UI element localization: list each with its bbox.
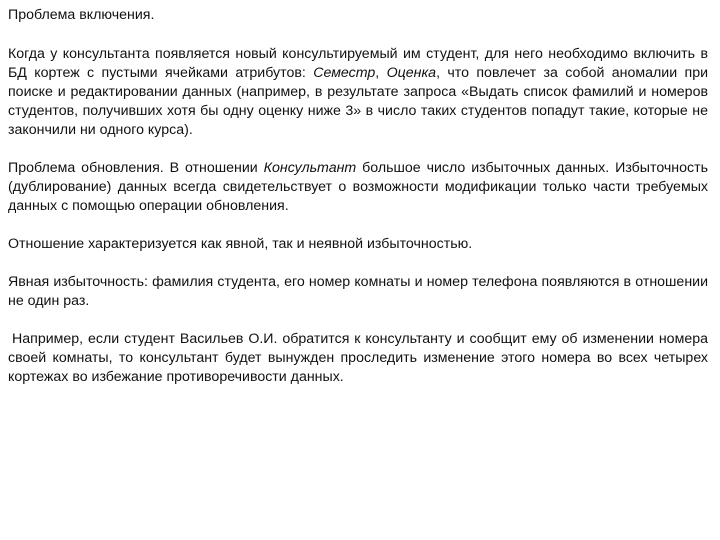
attribute-separator: , — [375, 65, 387, 81]
attribute-grade: Оценка — [386, 65, 437, 81]
update-problem-paragraph — [8, 159, 708, 216]
update-text-part2: большое число избыточных данных. Избыточность (дублирование) данных всегда свидетельствует о возможности модификации только части требуемых данных с помощью операции обновления. — [8, 160, 709, 214]
document-page — [8, 6, 708, 387]
inclusion-text-part1: Когда у консультанта появляется новый консультируемый им студент, для него необходимо включить в БД кортеж с пустыми ячейками атрибутов: — [8, 46, 708, 81]
explicit-redundancy-paragraph: Явная избыточность: фамилия студента, его номер комнаты и номер телефона появляются в отношении не один раз. — [8, 274, 708, 309]
relation-name-consultant: Консультант — [263, 160, 357, 176]
attribute-semester: Семестр — [313, 65, 376, 81]
inclusion-problem-paragraph — [8, 45, 708, 140]
redundancy-summary-paragraph: Отношение характеризуется как явной, так и неявной избыточностью. — [8, 236, 473, 252]
update-text-part1: Проблема обновления. В отношении — [8, 160, 264, 176]
example-paragraph: Например, если студент Васильев О.И. обратится к консультанту и сообщит ему об изменении номера своей комнаты, то консультант будет вынужден проследить изменение этого номера во всех четырех кортежах во избежание противоречивости данных. — [8, 331, 708, 385]
inclusion-text-part2: , что повлечет за собой аномалии при поиске и редактировании данных (например, в результате запроса «Выдать список фамилий и номеров студентов, получивших хотя бы одну оценку ниже 3» в число таких студентов попадут такие, которые не закончили ни одного курса). — [8, 65, 709, 138]
inclusion-problem-title: Проблема включения. — [8, 7, 155, 23]
